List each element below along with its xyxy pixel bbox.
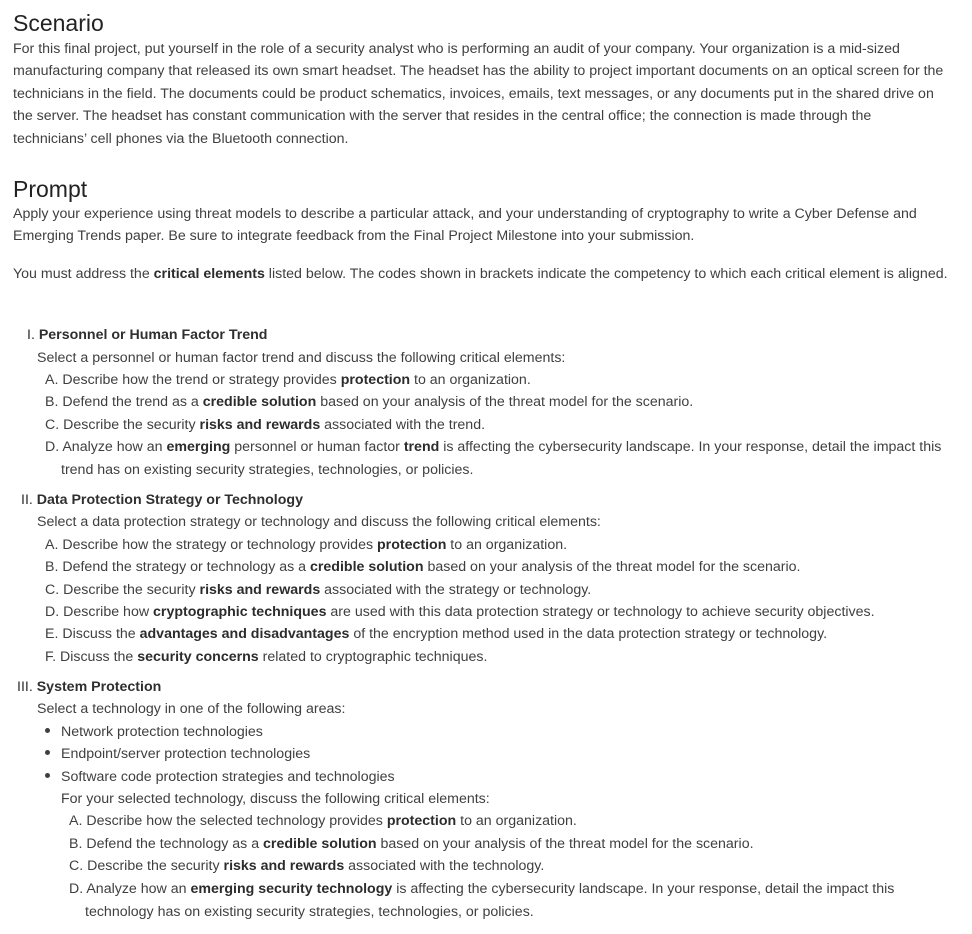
section-2-intro: Select a data protection strategy or technology and discuss the following critical elements:: [37, 514, 601, 530]
list-item: Endpoint/server protection technologies: [45, 743, 310, 765]
section-3-item-b: B. Defend the technology as a credible solution based on your analysis of the threat model for the scenario.: [69, 836, 754, 852]
bullet-icon: [45, 750, 50, 755]
bullet-icon: [45, 728, 50, 733]
section-1-item-c: C. Describe the security risks and rewards associated with the trend.: [45, 417, 486, 433]
section-2-title: II. Data Protection Strategy or Technology: [21, 492, 303, 508]
section-2-item-f: F. Discuss the security concerns related to cryptographic techniques.: [45, 649, 488, 665]
list-item: Network protection technologies: [45, 721, 263, 743]
section-2-item-a: A. Describe how the strategy or technology provides protection to an organization.: [45, 537, 568, 553]
section-2-item-e: E. Discuss the advantages and disadvantages of the encryption method used in the data protection strategy or technology.: [45, 626, 828, 642]
bullet-icon: [45, 773, 50, 778]
prompt-paragraph-2: You must address the critical elements listed below. The codes shown in brackets indicate the competency to which each critical element is aligned.: [13, 266, 948, 282]
section-3-title: III. System Protection: [17, 679, 162, 695]
section-3-item-c: C. Describe the security risks and rewards associated with the technology.: [69, 858, 545, 874]
prompt-heading: Prompt: [13, 176, 88, 202]
section-2-item-b: B. Defend the strategy or technology as a credible solution based on your analysis of the threat model for the scenario.: [45, 559, 801, 575]
section-3-item-a: A. Describe how the selected technology provides protection to an organization.: [69, 813, 577, 829]
section-3-sub-intro: For your selected technology, discuss the following critical elements:: [61, 791, 490, 807]
section-1-intro: Select a personnel or human factor trend and discuss the following critical elements:: [37, 350, 566, 366]
scenario-heading: Scenario: [13, 10, 104, 36]
section-3-intro: Select a technology in one of the following areas:: [37, 701, 346, 717]
section-1-item-d: D. Analyze how an emerging personnel or human factor trend is affecting the cybersecurity landscape. In your response, detail the impact this trend has on existing security strategies, technologies, or policies.: [45, 439, 942, 478]
list-item: Software code protection strategies and technologies: [45, 766, 395, 788]
section-1-item-a: A. Describe how the trend or strategy provides protection to an organization.: [45, 372, 531, 388]
scenario-text: For this final project, put yourself in the role of a security analyst who is performing an audit of your company. Your organization is a mid-sized manufacturing company that released its own smart headset. The headset has the ability to project important documents on an optical screen for the technicians in the field. The documents could be product schematics, invoices, emails, text messages, or any documents put in the shared drive on the server. The headset has constant communication with the server that resides in the central office; the connection is made through the technicians’ cell phones via the Bluetooth connection.: [13, 41, 944, 147]
prompt-paragraph-1: Apply your experience using threat models to describe a particular attack, and your understanding of cryptography to write a Cyber Defense and Emerging Trends paper. Be sure to integrate feedback from the Final Project Milestone into your submission.: [13, 206, 917, 245]
section-1-title: I. Personnel or Human Factor Trend: [27, 327, 268, 343]
section-2-item-d: D. Describe how cryptographic techniques are used with this data protection strategy or technology to achieve security objectives.: [45, 604, 875, 620]
section-1-item-b: B. Defend the trend as a credible solution based on your analysis of the threat model for the scenario.: [45, 394, 694, 410]
section-3-item-d: D. Analyze how an emerging security technology is affecting the cybersecurity landscape. In your response, detail the impact this technology has on existing security strategies, technologies, or policies.: [69, 881, 895, 920]
section-2-item-c: C. Describe the security risks and rewards associated with the strategy or technology.: [45, 582, 592, 598]
